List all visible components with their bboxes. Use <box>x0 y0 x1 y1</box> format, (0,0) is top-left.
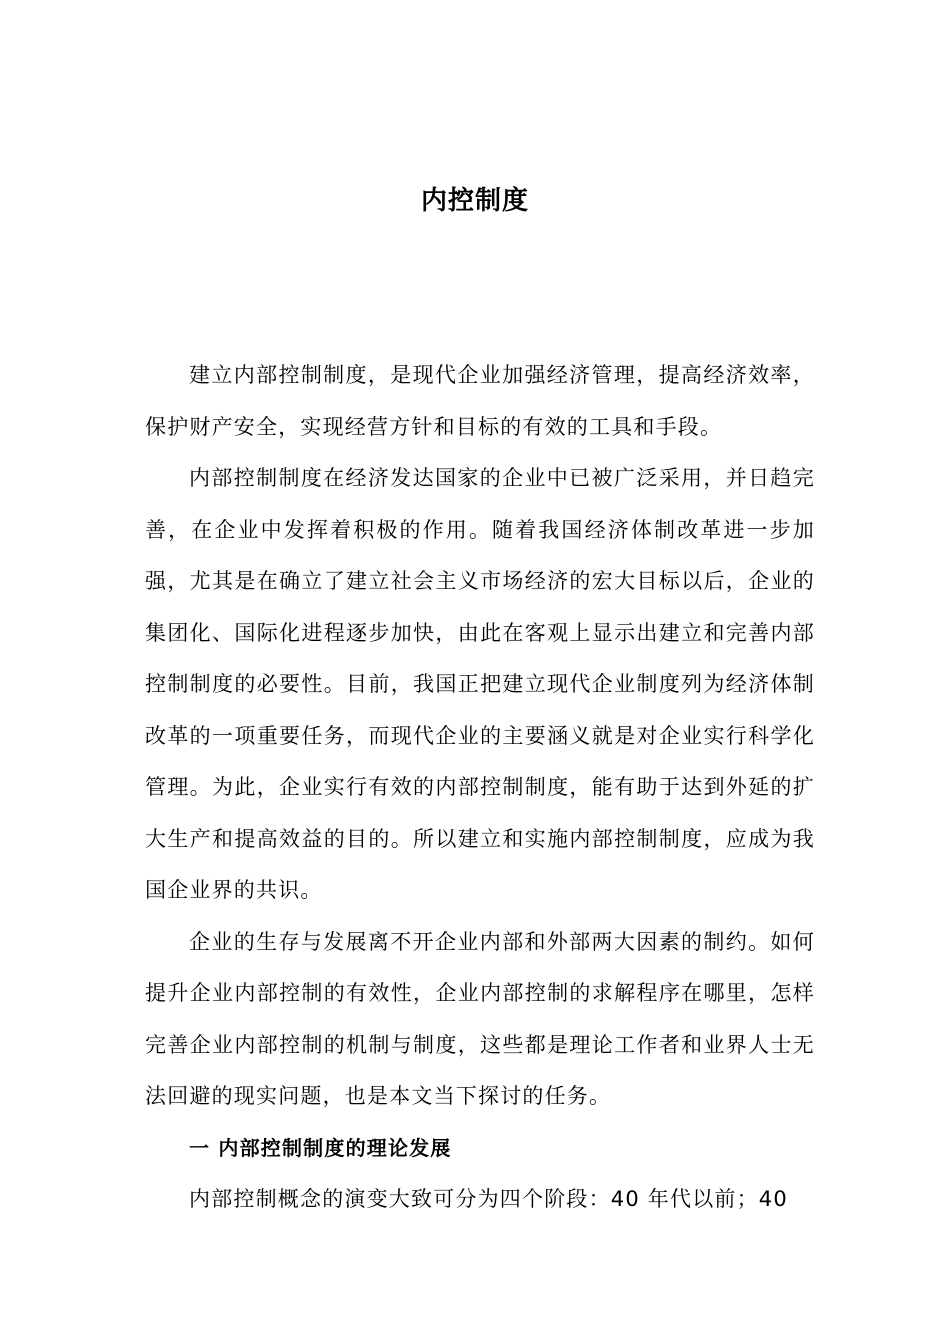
section-heading: 一 内部控制制度的理论发展 <box>189 1135 452 1160</box>
paragraph-problem: 企业的生存与发展离不开企业内部和外部两大因素的制约。如何提升企业内部控制的有效性，企业内部控制的求解程序在哪里，怎样完善企业内部控制的机制与制度，这些都是理论工作者和业界人士无法回避的现实问题，也是本文当下探讨的任务。 <box>145 929 815 1108</box>
document-title: 内控制度 <box>420 186 529 216</box>
paragraph-intro: 建立内部控制制度，是现代企业加强经济管理，提高经济效率，保护财产安全，实现经营方针和目标的有效的工具和手段。 <box>145 363 815 439</box>
document-body <box>145 350 815 1226</box>
paragraph-background: 内部控制制度在经济发达国家的企业中已被广泛采用，并日趋完善，在企业中发挥着积极的作用。随着我国经济体制改革进一步加强，尤其是在确立了建立社会主义市场经济的宏大目标以后，企业的集团化、国际化进程逐步加快，由此在客观上显示出建立和完善内部控制制度的必要性。目前，我国正把建立现代企业制度列为经济体制改革的一项重要任务，而现代企业的主要涵义就是对企业实行科学化管理。为此，企业实行有效的内部控制制度，能有助于达到外延的扩大生产和提高效益的目的。所以建立和实施内部控制制度，应成为我国企业界的共识。 <box>145 466 815 902</box>
section-paragraph: 内部控制概念的演变大致可分为四个阶段：40 年代以前；40 <box>189 1187 788 1211</box>
